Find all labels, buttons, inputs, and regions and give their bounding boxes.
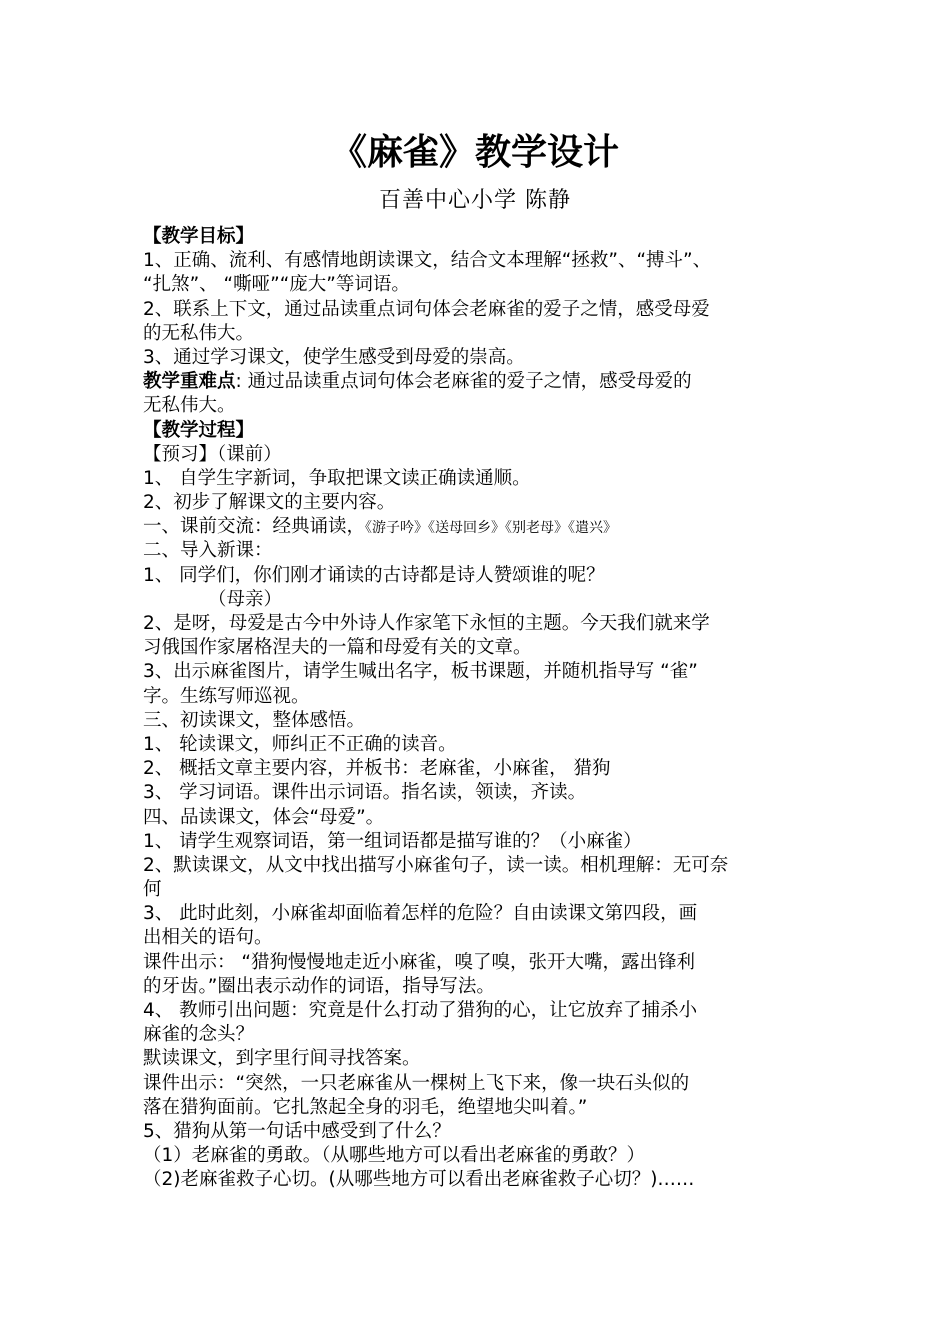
section-4-item-3-line-3: 课件出示： “猎狗慢慢地走近小麻雀，嗅了嗅，张开大嘴，露出锋利 <box>143 951 695 973</box>
section-4-item-5-sub-1: （1）老麻雀的勇敢。（从哪些地方可以看出老麻雀的勇敢？） <box>143 1145 646 1167</box>
objective-2-line-2: 的无私伟大。 <box>143 322 255 344</box>
section-2-heading: 二、导入新课： <box>143 540 273 562</box>
section-4-item-1: 1、 请学生观察词语，第一组词语都是描写谁的？（小麻雀） <box>143 830 642 852</box>
process-heading: 【教学过程】 <box>143 419 255 441</box>
section-1-text: 一、课前交流：经典诵读， <box>143 516 366 538</box>
section-4-item-3-line-1: 3、 此时此刻，小麻雀却面临着怎样的危险？自由读课文第四段，画 <box>143 903 698 925</box>
section-3-item-1: 1、 轮读课文，师纠正不正确的读音。 <box>143 733 457 755</box>
section-3-heading: 三、初读课文，整体感悟。 <box>143 709 366 731</box>
section-4-item-4-line-2: 麻雀的念头？ <box>143 1024 255 1046</box>
section-2-item-2-line-1: 2、是呀，母爱是古今中外诗人作家笔下永恒的主题。今天我们就来学 <box>143 613 710 634</box>
section-1-last-poem: 《遣兴》 <box>568 520 618 537</box>
objective-2-line-1: 2、联系上下文，通过品读重点词句体会老麻雀的爱子之情，感受母爱 <box>143 298 710 320</box>
preview-item-2: 2、初步了解课文的主要内容。 <box>143 492 396 514</box>
document-title: 《麻雀》教学设计 <box>330 131 619 173</box>
section-4-item-4-line-1: 4、 教师引出问题：究竟是什么打动了猎狗的心，让它放弃了捕杀小 <box>143 1000 698 1021</box>
document-body <box>143 225 813 1193</box>
section-4-item-4-line-5: 落在猎狗面前。它扎煞起全身的羽毛，绝望地尖叫着。” <box>143 1096 588 1118</box>
preview-item-1: 1、 自学生字新词，争取把课文读正确读通顺。 <box>143 467 531 489</box>
preview-note: （课前） <box>217 443 282 465</box>
preview-label: 【预习】 <box>143 443 218 465</box>
section-4-item-2-line-1: 2、默读课文，从文中找出描写小麻雀句子，读一读。相机理解：无可奈 <box>143 854 729 876</box>
section-4-item-5: 5、猎狗从第一句话中感受到了什么？ <box>143 1120 451 1142</box>
key-points-text: : 通过品读重点词句体会老麻雀的爱子之情，感受母爱的 <box>235 371 692 393</box>
section-3-item-2: 2、 概括文章主要内容，并板书：老麻雀，小麻雀， 猎狗 <box>143 758 611 780</box>
section-2-item-1-answer: （母亲） <box>208 588 283 610</box>
key-points-line-1 <box>143 370 813 394</box>
author-line: 百善中心小学 陈静 <box>379 188 571 213</box>
objective-1-line-1: 1、正确、流利、有感情地朗读课文，结合文本理解“拯救”、“搏斗”、 <box>143 250 712 272</box>
preview-heading <box>143 443 813 467</box>
section-4-item-3-line-2: 出相关的语句。 <box>143 927 273 949</box>
objectives-heading: 【教学目标】 <box>143 226 255 247</box>
section-2-item-2-line-2: 习俄国作家屠格涅夫的一篇和母爱有关的文章。 <box>143 637 532 659</box>
key-points-label: 教学重难点 <box>143 371 236 393</box>
section-3-item-3: 3、 学习词语。课件出示词语。指名读，领读，齐读。 <box>143 782 587 804</box>
key-points-line-2: 无私伟大。 <box>143 395 236 417</box>
section-4-heading: 四、品读课文，体会“母爱”。 <box>143 806 385 828</box>
section-4-item-4-line-4: 课件出示：“突然，一只老麻雀从一棵树上飞下来，像一块石头似的 <box>143 1072 690 1094</box>
objective-1-line-2: “扎煞”、 “嘶哑”“庞大”等词语。 <box>143 274 410 296</box>
section-2-item-1: 1、 同学们，你们刚才诵读的古诗都是诗人赞颂谁的呢？ <box>143 564 605 586</box>
section-4-item-3-line-4: 的牙齿。”圈出表示动作的词语，指导写法。 <box>143 975 495 997</box>
section-1-poems: 《游子吟》《送母回乡》《别老母》 <box>365 520 569 537</box>
section-4-item-5-sub-2: （2)老麻雀救子心切。(从哪些地方可以看出老麻雀救子心切？)…… <box>143 1169 695 1191</box>
section-4-item-2-line-2: 何 <box>143 879 162 901</box>
section-1 <box>143 515 813 539</box>
objective-3: 3、通过学习课文，使学生感受到母爱的崇高。 <box>143 346 525 368</box>
section-4-item-4-line-3: 默读课文，到字里行间寻找答案。 <box>143 1048 421 1070</box>
section-2-item-3-line-2: 字。生练写师巡视。 <box>143 685 310 707</box>
section-2-item-3-line-1: 3、出示麻雀图片，请学生喊出名字，板书课题，并随机指导写 “雀” <box>143 661 698 683</box>
